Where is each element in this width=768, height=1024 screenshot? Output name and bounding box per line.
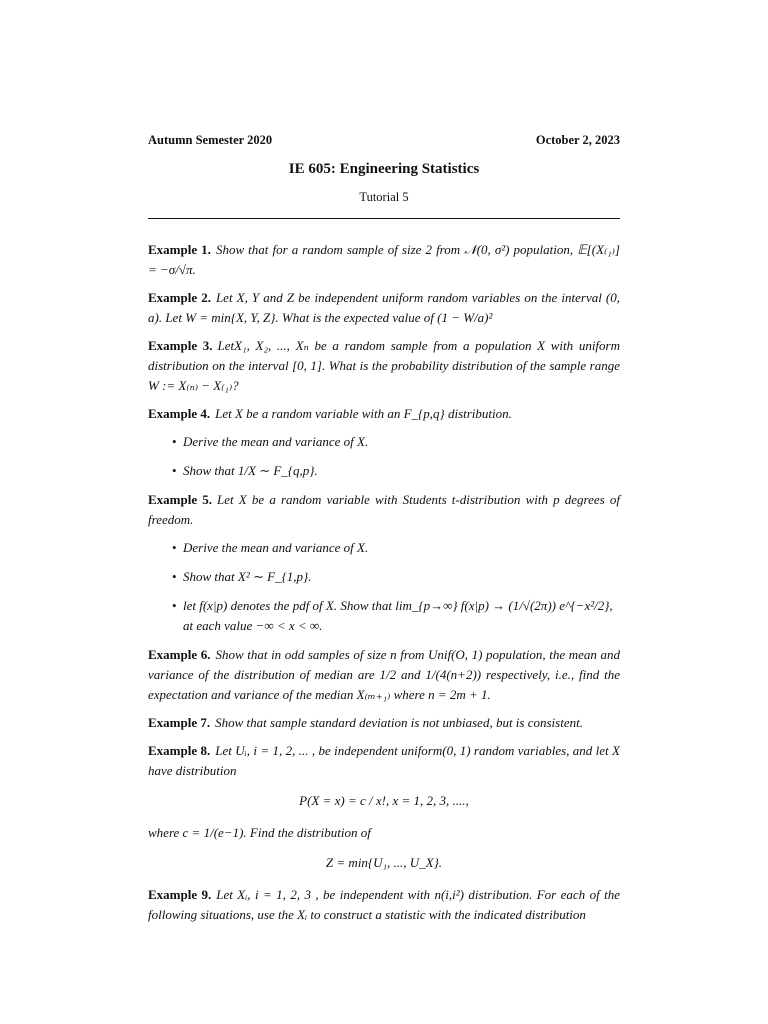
example-text: Show that sample standard deviation is not unbiased, but is consistent. [215, 715, 583, 730]
examples-body [148, 240, 620, 933]
header-divider [148, 218, 620, 219]
document-subtitle: Tutorial 5 [359, 190, 409, 204]
equation-min: Z = min{U₁, ..., U_X}. [325, 855, 443, 870]
bullet-item: • Show that X² ∼ F_{1,p}. [148, 567, 620, 587]
example-text: where c = 1/(e−1). Find the distribution of [148, 825, 371, 840]
example-8 [148, 741, 620, 781]
example-text: LetX₁, X₂, ..., Xₙ be a random sample from a population X with uniform distribution on the interval [0, 1]. What is the probability distribution of the sample range W := X₍ₙ₎ − X₍₁₎? [148, 338, 620, 393]
example-9 [148, 885, 620, 925]
example-1 [148, 240, 620, 280]
example-5-bullets [148, 538, 620, 636]
example-text: Show that for a random sample of size 2 from 𝒩(0, σ²) population, 𝔼[(X₍₁₎] = −σ/√π. [148, 242, 620, 277]
example-text: Let X be a random variable with an F_{p,q} distribution. [215, 406, 512, 421]
bullet-item: • Derive the mean and variance of X. [148, 432, 620, 452]
equation-pmf: P(X = x) = c / x!, x = 1, 2, 3, ...., [299, 793, 469, 808]
example-label: Example 7. [148, 715, 211, 730]
example-label: Example 3. [148, 338, 213, 353]
example-label: Example 6. [148, 647, 211, 662]
example-text: Let X be a random variable with Students t-distribution with p degrees of freedom. [148, 492, 620, 527]
example-label: Example 4. [148, 406, 211, 421]
example-label: Example 9. [148, 887, 212, 902]
example-6 [148, 645, 620, 705]
example-8-continuation [148, 823, 620, 843]
example-3 [148, 336, 620, 396]
example-7 [148, 713, 620, 733]
example-4 [148, 404, 620, 424]
bullet-item: • Derive the mean and variance of X. [148, 538, 620, 558]
example-label: Example 5. [148, 492, 213, 507]
example-text: Let Uᵢ, i = 1, 2, ... , be independent uniform(0, 1) random variables, and let X have distribution [148, 743, 620, 778]
example-5 [148, 490, 620, 530]
example-label: Example 1. [148, 242, 211, 257]
semester-label: Autumn Semester 2020 [148, 133, 273, 147]
example-text: Show that in odd samples of size n from Unif(O, 1) population, the mean and variance of the distribution of median are 1/2 and 1/(4(n+2)) respectively, i.e., find the expectation and variance of the median X₍ₘ₊₁₎ where n = 2m + 1. [148, 647, 620, 702]
bullet-item: • let f(x|p) denotes the pdf of X. Show that lim_{p→∞} f(x|p) → (1/√(2π)) e^{−x²/2}, at each value −∞ < x < ∞. [148, 596, 620, 636]
example-label: Example 2. [148, 290, 211, 305]
bullet-item: • Show that 1/X ∼ F_{q,p}. [148, 461, 620, 481]
example-text: Let X, Y and Z be independent uniform random variables on the interval (0, a). Let W = min{X, Y, Z}. What is the expected value of (1 − W/a)² [148, 290, 620, 325]
example-2 [148, 288, 620, 328]
example-text: Let Xᵢ, i = 1, 2, 3 , be independent with n(i,i²) distribution. For each of the following situations, use the Xᵢ to construct a statistic with the indicated distribution [148, 887, 620, 922]
example-4-bullets [148, 432, 620, 481]
page-header [148, 133, 620, 148]
document-title: IE 605: Engineering Statistics [288, 161, 480, 177]
date-label: October 2, 2023 [535, 133, 620, 147]
example-label: Example 8. [148, 743, 211, 758]
